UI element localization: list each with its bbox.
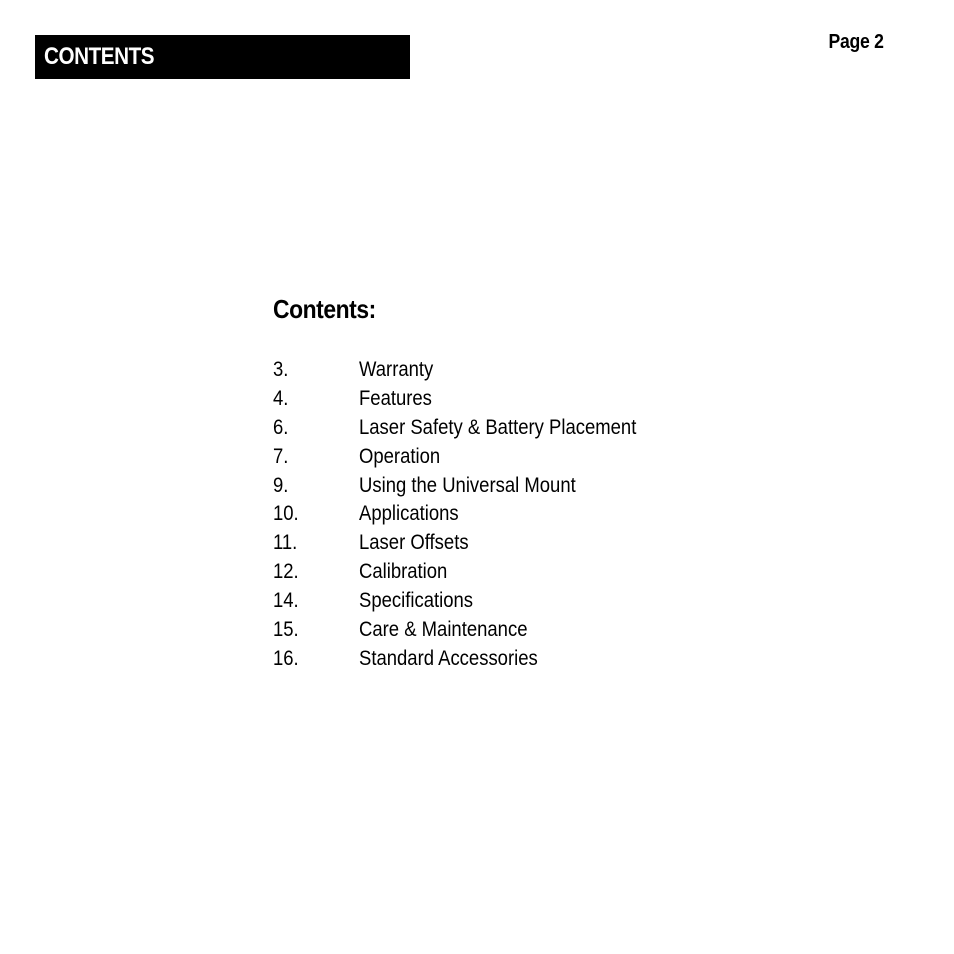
toc-page-number: 10. xyxy=(273,502,299,526)
toc-page-number: 6. xyxy=(273,415,289,439)
contents-heading: Contents: xyxy=(273,294,376,324)
toc-entry xyxy=(273,587,693,616)
toc-page-number: 12. xyxy=(273,560,299,584)
toc-page-number: 16. xyxy=(273,646,299,670)
toc-entry xyxy=(273,645,693,674)
toc-entry xyxy=(273,414,693,443)
toc-entry xyxy=(273,443,693,472)
section-title: CONTENTS xyxy=(44,43,155,70)
toc-entry-title: Laser Offsets xyxy=(359,531,469,555)
toc-entry-title: Warranty xyxy=(359,358,434,381)
toc-entry-title: Applications xyxy=(359,502,459,526)
toc-entry-title: Laser Safety & Battery Placement xyxy=(359,415,637,439)
toc-entry xyxy=(273,558,693,587)
toc-page-number: 3. xyxy=(273,358,289,381)
toc-entry-title: Standard Accessories xyxy=(359,646,538,670)
toc-entry-title: Features xyxy=(359,386,432,410)
toc-entry-title: Care & Maintenance xyxy=(359,618,528,642)
toc-entry xyxy=(273,356,693,385)
toc-page-number: 14. xyxy=(273,589,299,613)
toc-page-number: 7. xyxy=(273,444,289,468)
toc-entry xyxy=(273,616,693,645)
toc-entry-title: Calibration xyxy=(359,560,448,584)
table-of-contents xyxy=(273,356,693,674)
toc-page-number: 9. xyxy=(273,473,289,497)
toc-entry xyxy=(273,472,693,501)
section-header-bar xyxy=(35,35,410,79)
toc-entry xyxy=(273,500,693,529)
toc-page-number: 11. xyxy=(273,531,298,555)
toc-entry xyxy=(273,385,693,414)
toc-entry-title: Specifications xyxy=(359,589,474,613)
toc-entry-title: Operation xyxy=(359,444,441,468)
toc-page-number: 15. xyxy=(273,618,299,642)
toc-entry xyxy=(273,529,693,558)
toc-entry-title: Using the Universal Mount xyxy=(359,473,576,497)
page-number: Page 2 xyxy=(828,31,884,53)
toc-page-number: 4. xyxy=(273,386,289,410)
